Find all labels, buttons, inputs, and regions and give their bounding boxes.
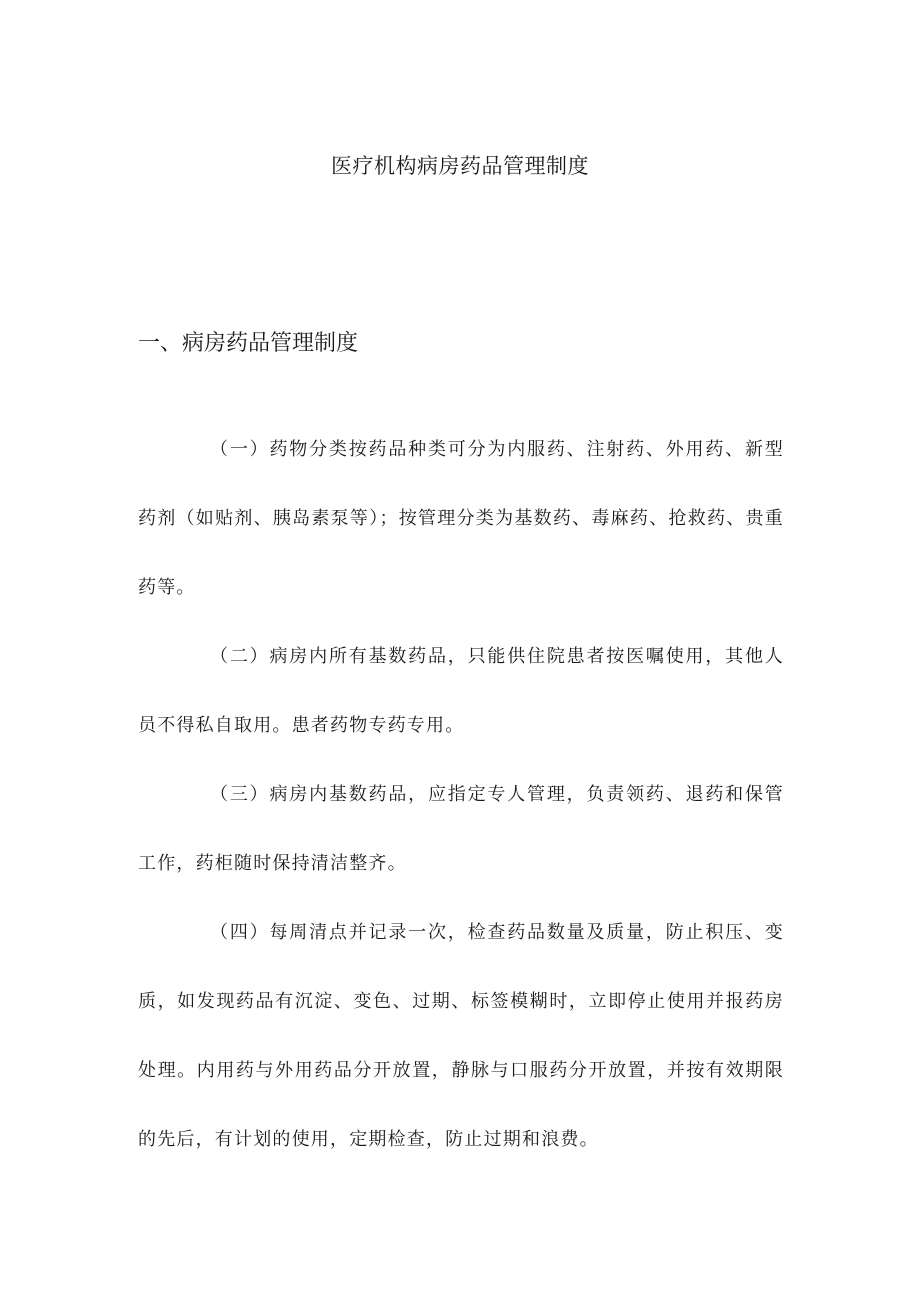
document-title: 医疗机构病房药品管理制度 — [331, 154, 589, 178]
document-body — [138, 415, 784, 1174]
paragraph-1: （一）药物分类按药品种类可分为内服药、注射药、外用药、新型药剂（如贴剂、胰岛素泵等）；按管理分类为基数药、毒麻药、抢救药、贵重药等。 — [138, 439, 784, 598]
section-heading: 一、病房药品管理制度 — [138, 331, 359, 356]
paragraph-3: （三）病房内基数药品，应指定专人管理，负责领药、退药和保管工作，药柜随时保持清洁整齐。 — [138, 784, 784, 874]
paragraph-2: （二）病房内所有基数药品，只能供住院患者按医嘱使用，其他人员不得私自取用。患者药物专药专用。 — [138, 646, 784, 736]
paragraph-4: （四）每周清点并记录一次，检查药品数量及质量，防止积压、变质，如发现药品有沉淀、变色、过期、标签模糊时，立即停止使用并报药房处理。内用药与外用药品分开放置，静脉与口服药分开放置，并按有效期限的先后，有计划的使用，定期检查，防止过期和浪费。 — [138, 922, 784, 1150]
